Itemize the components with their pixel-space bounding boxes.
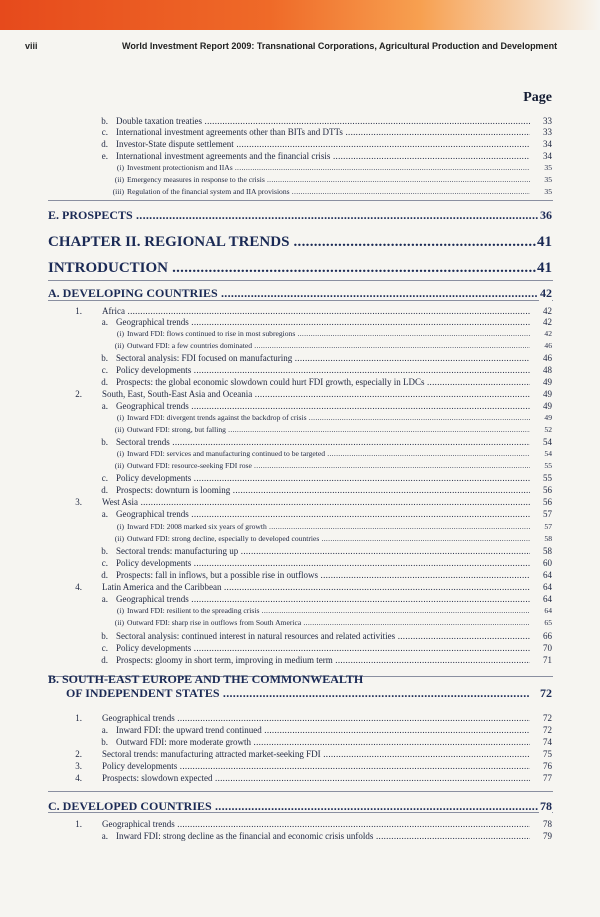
toc-entry-label: Prospects: fall in inflows, but a possible rise in outflows ..... <box>116 569 530 581</box>
toc-entry[interactable] <box>0 772 600 784</box>
toc-entry-page: 33 <box>543 127 552 137</box>
toc-entry[interactable] <box>0 533 600 545</box>
toc-entry[interactable] <box>0 412 600 424</box>
toc-entry-page: 55 <box>544 461 552 470</box>
toc-entry-number: a. <box>101 594 108 604</box>
toc-entry-label: Prospects: downturn is looming ..... <box>116 484 530 496</box>
toc-entry-number: (i) <box>116 522 124 531</box>
toc-entry[interactable] <box>0 207 600 224</box>
rule-divider <box>48 791 553 792</box>
toc-entry[interactable] <box>0 126 600 138</box>
toc-entry-page: 33 <box>543 116 552 126</box>
toc-entry-number: 2. <box>75 389 82 399</box>
toc-entry-label: Geographical trends ..... <box>116 316 530 328</box>
toc-entry-page: 49 <box>543 389 552 399</box>
toc-entry-page: 57 <box>543 509 552 519</box>
toc-entry-number: e. <box>101 151 108 161</box>
toc-entry-number: a. <box>101 317 108 327</box>
toc-entry-number: c. <box>101 558 108 568</box>
toc-entry-number: (ii) <box>114 341 124 350</box>
toc-entry[interactable] <box>0 630 600 642</box>
toc-entry[interactable] <box>0 460 600 472</box>
page-number: viii <box>25 41 38 51</box>
toc-entry-number: d. <box>101 139 108 149</box>
toc-entry-page: 64 <box>544 606 552 615</box>
toc-entry[interactable] <box>0 569 600 581</box>
toc-entry-label: International investment agreements and the financial crisis ..... <box>116 150 530 162</box>
toc-entry-label: Geographical trends ..... <box>116 508 530 520</box>
toc-entry-number: d. <box>101 485 108 495</box>
toc-entry-label: Prospects: the global economic slowdown could hurt FDI growth, especially in LDCs ..... <box>116 376 530 388</box>
toc-entry-number: (iii) <box>112 187 124 196</box>
toc-entry-page: 66 <box>543 631 552 641</box>
toc-entry[interactable] <box>0 162 600 174</box>
toc-entry-page: 42 <box>543 317 552 327</box>
toc-entry[interactable] <box>0 376 600 388</box>
toc-entry-label: Policy developments ..... <box>116 642 530 654</box>
toc-entry-page: 35 <box>544 187 552 196</box>
toc-entry[interactable] <box>0 508 600 520</box>
toc-entry-label: Double taxation treaties ..... <box>116 115 530 127</box>
toc-entry[interactable] <box>0 258 600 278</box>
toc-entry-page: 46 <box>543 353 552 363</box>
toc-entry-label: Africa ..... <box>102 305 530 317</box>
toc-entry-page: 56 <box>543 497 552 507</box>
toc-entry-page: 58 <box>543 546 552 556</box>
running-title: World Investment Report 2009: Transnational Corporations, Agricultural Production and Development <box>122 41 558 51</box>
toc-entry-page: 42 <box>544 329 552 338</box>
toc-entry[interactable] <box>0 712 600 724</box>
toc-entry-number: (i) <box>116 163 124 172</box>
toc-entry[interactable] <box>0 400 600 412</box>
toc-entry-label: Regulation of the financial system and IIA provisions ..... <box>127 186 530 198</box>
toc-entry-page: 58 <box>544 534 552 543</box>
toc-entry[interactable] <box>0 617 600 629</box>
toc-entry-page: 35 <box>544 175 552 184</box>
toc-entry-label: C. DEVELOPED COUNTRIES ..... <box>48 798 538 815</box>
toc-entry[interactable] <box>0 557 600 569</box>
toc-entry[interactable] <box>0 545 600 557</box>
toc-entry-page: 49 <box>544 413 552 422</box>
page-column-label: Page <box>523 90 552 105</box>
toc-entry-label: Sectoral analysis: continued interest in natural resources and related activities ..... <box>116 630 530 642</box>
toc-entry-label: Geographical trends ..... <box>102 818 530 830</box>
toc-entry[interactable] <box>0 388 600 400</box>
toc-entry[interactable] <box>0 436 600 448</box>
toc-entry-label: Outward FDI: more moderate growth ..... <box>116 736 530 748</box>
toc-entry-page: 49 <box>543 377 552 387</box>
toc-entry-number: d. <box>101 655 108 665</box>
toc-entry-number: b. <box>101 116 108 126</box>
toc-entry-page: 55 <box>543 473 552 483</box>
toc-entry-page: 48 <box>543 365 552 375</box>
toc-entry-number: (ii) <box>114 175 124 184</box>
toc-entry[interactable] <box>0 448 600 460</box>
toc-entry-label: Policy developments ..... <box>116 364 530 376</box>
toc-entry[interactable] <box>0 150 600 162</box>
toc-entry-page: 35 <box>544 163 552 172</box>
toc-entry-page: 65 <box>544 618 552 627</box>
toc-entry-page: 41 <box>537 260 552 276</box>
toc-entry[interactable] <box>0 736 600 748</box>
toc-entry[interactable] <box>0 316 600 328</box>
toc-entry-page: 72 <box>540 686 552 700</box>
toc-entry-page: 56 <box>543 485 552 495</box>
toc-entry-label: Outward FDI: strong, but falling ..... <box>127 424 530 436</box>
toc-entry-number: (ii) <box>114 618 124 627</box>
toc-entry-label: Policy developments ..... <box>116 557 530 569</box>
toc-entry[interactable] <box>0 352 600 364</box>
toc-entry[interactable] <box>0 186 600 198</box>
toc-entry-page: 46 <box>544 341 552 350</box>
toc-entry-number: (i) <box>116 413 124 422</box>
rule-divider <box>48 280 553 281</box>
toc-entry-number: (i) <box>116 449 124 458</box>
toc-entry-number: (ii) <box>114 534 124 543</box>
toc-entry-label: Outward FDI: sharp rise in outflows from South America ..... <box>127 617 530 629</box>
toc-entry-label: Geographical trends ..... <box>116 400 530 412</box>
toc-entry-label: Investor-State dispute settlement ..... <box>116 138 530 150</box>
toc-entry-label: Geographical trends ..... <box>102 712 530 724</box>
toc-entry[interactable] <box>0 605 600 617</box>
toc-entry-page: 57 <box>544 522 552 531</box>
toc-entry-label: A. DEVELOPING COUNTRIES ..... <box>48 285 538 302</box>
toc-entry-number: b. <box>101 437 108 447</box>
toc-entry-page: 70 <box>543 643 552 653</box>
toc-entry[interactable] <box>0 642 600 654</box>
toc-entry-page: 41 <box>537 234 552 250</box>
toc-entry[interactable] <box>0 818 600 830</box>
toc-entry-label: Outward FDI: resource-seeking FDI rose ..... <box>127 460 530 472</box>
toc-entry-number: 3. <box>75 497 82 507</box>
toc-entry-number: 4. <box>75 773 82 783</box>
toc-entry-label: Geographical trends ..... <box>116 593 530 605</box>
toc-entry-number: 4. <box>75 582 82 592</box>
toc-entry[interactable] <box>0 798 600 815</box>
toc-entry-number: c. <box>101 643 108 653</box>
toc-entry-label-continued: OF INDEPENDENT STATES ..... <box>66 685 530 702</box>
toc-entry-label: B. SOUTH-EAST EUROPE AND THE COMMONWEALTH <box>48 672 364 686</box>
toc-entry-page: 74 <box>543 737 552 747</box>
toc-entry[interactable] <box>0 484 600 496</box>
toc-entry-label: E. PROSPECTS ..... <box>48 207 538 224</box>
toc-entry-label: Outward FDI: strong decline, especially to developed countries ..... <box>127 533 530 545</box>
toc-entry-label: West Asia ..... <box>102 496 530 508</box>
toc-entry[interactable] <box>0 496 600 508</box>
toc-entry-page: 72 <box>543 713 552 723</box>
toc-entry[interactable] <box>0 285 600 302</box>
toc-entry-label: Latin America and the Caribbean ..... <box>102 581 530 593</box>
toc-entry[interactable] <box>0 654 600 666</box>
toc-entry-label: CHAPTER II. REGIONAL TRENDS ..... <box>48 232 538 252</box>
toc-entry-number: 3. <box>75 761 82 771</box>
toc-entry-number: b. <box>101 546 108 556</box>
toc-entry[interactable] <box>0 340 600 352</box>
toc-entry-page: 77 <box>543 773 552 783</box>
toc-entry-number: (i) <box>116 329 124 338</box>
toc-entry[interactable] <box>0 672 600 702</box>
toc-entry[interactable] <box>0 724 600 736</box>
toc-entry-page: 36 <box>540 208 552 222</box>
toc-entry-label: Inward FDI: resilient to the spreading crisis ..... <box>127 605 530 617</box>
toc-entry-label: Outward FDI: a few countries dominated ..... <box>127 340 530 352</box>
toc-entry-number: b. <box>101 631 108 641</box>
toc-entry-page: 60 <box>543 558 552 568</box>
toc-entry-page: 78 <box>543 819 552 829</box>
toc-entry-page: 42 <box>543 306 552 316</box>
toc-entry-label: Policy developments ..... <box>116 472 530 484</box>
toc-entry-label: Inward FDI: strong decline as the financial and economic crisis unfolds ..... <box>116 830 530 842</box>
toc-entry-number: 1. <box>75 306 82 316</box>
toc-entry-page: 52 <box>544 425 552 434</box>
toc-entry-page: 75 <box>543 749 552 759</box>
toc-entry-page: 72 <box>543 725 552 735</box>
toc-entry-label: Sectoral trends: manufacturing up ..... <box>116 545 530 557</box>
toc-entry-page: 64 <box>543 570 552 580</box>
toc-entry-label: Prospects: slowdown expected ..... <box>102 772 530 784</box>
rule-divider <box>48 200 553 201</box>
toc-entry-label: Emergency measures in response to the crisis ..... <box>127 174 530 186</box>
toc-entry-number: c. <box>101 473 108 483</box>
toc-entry-number: (ii) <box>114 425 124 434</box>
toc-entry-number: a. <box>101 509 108 519</box>
toc-entry[interactable] <box>0 364 600 376</box>
orange-header-band <box>0 0 600 30</box>
toc-entry[interactable] <box>0 424 600 436</box>
toc-entry-label: South, East, South-East Asia and Oceania ..... <box>102 388 530 400</box>
toc-entry-page: 54 <box>544 449 552 458</box>
toc-entry-number: a. <box>101 401 108 411</box>
toc-entry[interactable] <box>0 593 600 605</box>
toc-entry-page: 34 <box>543 151 552 161</box>
toc-entry[interactable] <box>0 232 600 252</box>
toc-entry[interactable] <box>0 174 600 186</box>
toc-entry-number: 2. <box>75 749 82 759</box>
toc-entry-number: a. <box>101 831 108 841</box>
toc-entry[interactable] <box>0 830 600 842</box>
toc-entry[interactable] <box>0 138 600 150</box>
toc-entry-label: Policy developments ..... <box>102 760 530 772</box>
toc-entry-label: INTRODUCTION ..... <box>48 258 538 278</box>
toc-entry-number: (ii) <box>114 461 124 470</box>
toc-entry-page: 64 <box>543 582 552 592</box>
toc-entry-label: International investment agreements other than BITs and DTTs ..... <box>116 126 530 138</box>
toc-entry[interactable] <box>0 581 600 593</box>
toc-entry-page: 49 <box>543 401 552 411</box>
toc-entry[interactable] <box>0 748 600 760</box>
toc-entry-label: Inward FDI: 2008 marked six years of growth ..... <box>127 521 530 533</box>
toc-entry-number: d. <box>101 377 108 387</box>
toc-entry[interactable] <box>0 521 600 533</box>
toc-entry-label: Sectoral analysis: FDI focused on manufacturing ..... <box>116 352 530 364</box>
toc-entry-number: a. <box>101 725 108 735</box>
toc-entry-label: Inward FDI: flows continued to rise in most subregions ..... <box>127 328 530 340</box>
toc-entry-page: 42 <box>540 286 552 300</box>
toc-entry-number: d. <box>101 570 108 580</box>
toc-entry-label: Sectoral trends: manufacturing attracted market-seeking FDI ..... <box>102 748 530 760</box>
toc-entry[interactable] <box>0 328 600 340</box>
toc-entry-label: Investment protectionism and IIAs ..... <box>127 162 530 174</box>
toc-entry-number: b. <box>101 737 108 747</box>
toc-entry-page: 79 <box>543 831 552 841</box>
toc-entry[interactable] <box>0 760 600 772</box>
toc-entry-page: 64 <box>543 594 552 604</box>
toc-entry-page: 76 <box>543 761 552 771</box>
toc-entry-number: c. <box>101 365 108 375</box>
toc-entry-page: 54 <box>543 437 552 447</box>
toc-entry-label: Inward FDI: divergent trends against the backdrop of crisis ..... <box>127 412 530 424</box>
toc-entry-number: c. <box>101 127 108 137</box>
toc-entry-number: (i) <box>116 606 124 615</box>
toc-entry-label: Inward FDI: services and manufacturing continued to be targeted ..... <box>127 448 530 460</box>
toc-entry-number: b. <box>101 353 108 363</box>
toc-entry-page: 78 <box>540 799 552 813</box>
toc-entry-page: 34 <box>543 139 552 149</box>
toc-entry-page: 71 <box>543 655 552 665</box>
toc-entry-number: 1. <box>75 713 82 723</box>
toc-entry-label: Sectoral trends ..... <box>116 436 530 448</box>
toc-entry-label: Prospects: gloomy in short term, improving in medium term ..... <box>116 654 530 666</box>
toc-entry[interactable] <box>0 472 600 484</box>
toc-entry-number: 1. <box>75 819 82 829</box>
toc-entry-label: Inward FDI: the upward trend continued ..... <box>116 724 530 736</box>
